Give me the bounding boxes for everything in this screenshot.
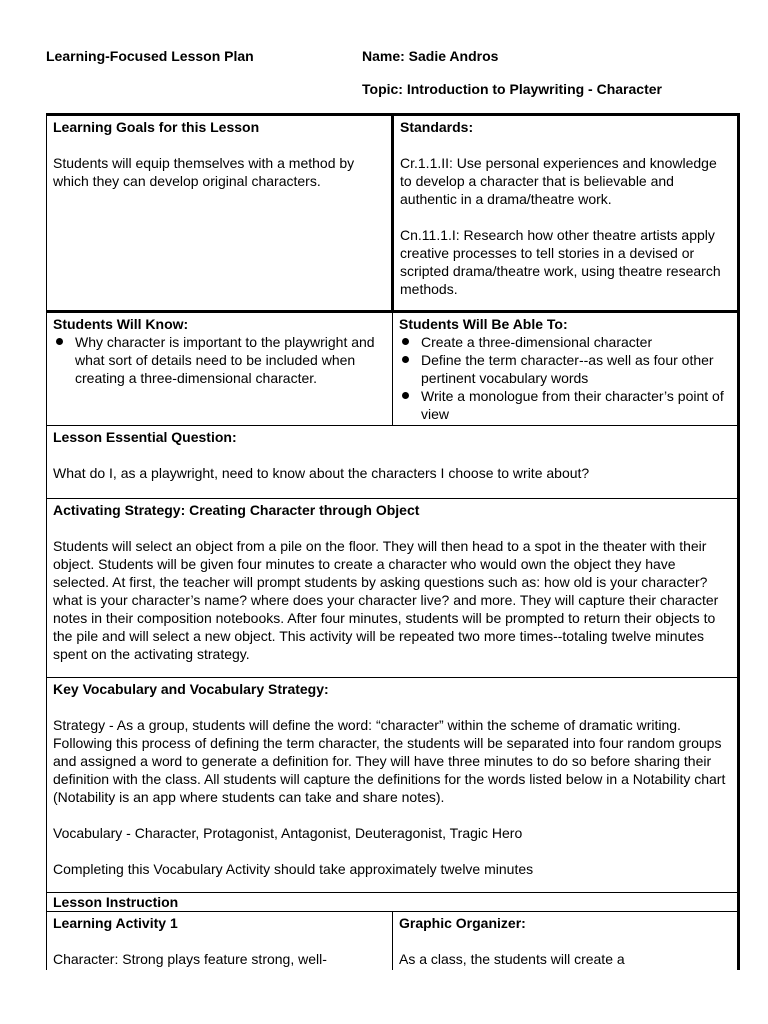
vocabulary-heading: Key Vocabulary and Vocabulary Strategy:	[53, 681, 329, 697]
know-able-row	[47, 312, 739, 426]
lesson-instruction-heading: Lesson Instruction	[53, 894, 179, 910]
goals-standards-row	[47, 115, 739, 312]
students-will-know-cell	[47, 312, 393, 426]
vocabulary-row	[47, 678, 739, 893]
learning-goals-cell	[47, 115, 393, 312]
list-item: Write a monologue from their character’s point of view	[399, 387, 731, 423]
students-able-cell	[393, 312, 739, 426]
able-list	[399, 333, 731, 423]
vocabulary-strategy-text: Strategy - As a group, students will define the word: “character” within the scheme of dramatic writing. Following this process of defining the term character, the students will be separated into four random groups and assigned a word to generate a definition for. They will have three minutes to do so before sharing their definition with the class. All students will capture the definitions for the words listed below in a Notability chart (Notability is an app where students can take and share notes).	[53, 717, 726, 805]
vocabulary-cell	[47, 678, 739, 893]
lesson-instruction-row	[47, 893, 739, 912]
standard-item: Cn.11.1.I: Research how other theatre artists apply creative processes to tell stories in a devised or scripted drama/theatre work, using theatre research methods.	[400, 227, 721, 297]
essential-question-heading: Lesson Essential Question:	[53, 429, 237, 445]
students-will-know-heading: Students Will Know:	[53, 316, 189, 332]
list-item: Create a three-dimensional character	[399, 333, 731, 351]
activating-strategy-cell	[47, 499, 739, 678]
lesson-instruction-cell	[47, 893, 739, 912]
essential-question-cell	[47, 426, 739, 499]
vocabulary-timing-text: Completing this Vocabulary Activity should take approximately twelve minutes	[53, 861, 534, 877]
list-item: Why character is important to the playwright and what sort of details need to be included when creating a three-dimensional character.	[53, 333, 386, 387]
list-item: Define the term character--as well as four other pertinent vocabulary words	[399, 351, 731, 387]
activating-strategy-heading: Activating Strategy: Creating Character through Object	[53, 502, 420, 518]
learning-goals-heading: Learning Goals for this Lesson	[53, 119, 260, 135]
standard-item: Cr.1.1.II: Use personal experiences and knowledge to develop a character that is believable and authentic in a drama/theatre work.	[400, 155, 717, 207]
graphic-organizer-text: As a class, the students will create a	[399, 951, 625, 967]
learning-activity-text: Character: Strong plays feature strong, well-	[53, 951, 327, 967]
document-title: Learning-Focused Lesson Plan	[46, 48, 254, 64]
vocabulary-list-text: Vocabulary - Character, Protagonist, Antagonist, Deuteragonist, Tragic Hero	[53, 825, 523, 841]
graphic-organizer-cell	[393, 912, 739, 971]
standards-cell	[393, 115, 739, 312]
activating-strategy-row	[47, 499, 739, 678]
graphic-organizer-heading: Graphic Organizer:	[399, 915, 526, 931]
learning-activity-heading: Learning Activity 1	[53, 915, 178, 931]
students-able-heading: Students Will Be Able To:	[399, 316, 568, 332]
essential-question-row	[47, 426, 739, 499]
learning-activity-cell	[47, 912, 393, 971]
standards-heading: Standards:	[400, 119, 474, 135]
learning-goals-text: Students will equip themselves with a method by which they can develop original characters.	[53, 155, 355, 189]
activity-organizer-row	[47, 912, 739, 971]
essential-question-text: What do I, as a playwright, need to know about the characters I choose to write about?	[53, 465, 590, 481]
know-list	[53, 333, 386, 387]
author-name: Name: Sadie Andros	[362, 48, 499, 64]
activating-strategy-text: Students will select an object from a pile on the floor. They will then head to a spot in the theater with their object. Students will be given four minutes to create a character who would own the object they have selected. At first, the teacher will prompt students by asking questions such as: how old is your character? what is your character’s name? where does your character live? and more. They will capture their character notes in their composition notebooks. After four minutes, students will be prompted to return their objects to the pile and will select a new object. This activity will be repeated two more times--totaling twelve minutes spent on the activating strategy.	[53, 538, 719, 662]
lesson-topic: Topic: Introduction to Playwriting - Character	[362, 81, 662, 97]
lesson-plan-table	[46, 113, 740, 970]
